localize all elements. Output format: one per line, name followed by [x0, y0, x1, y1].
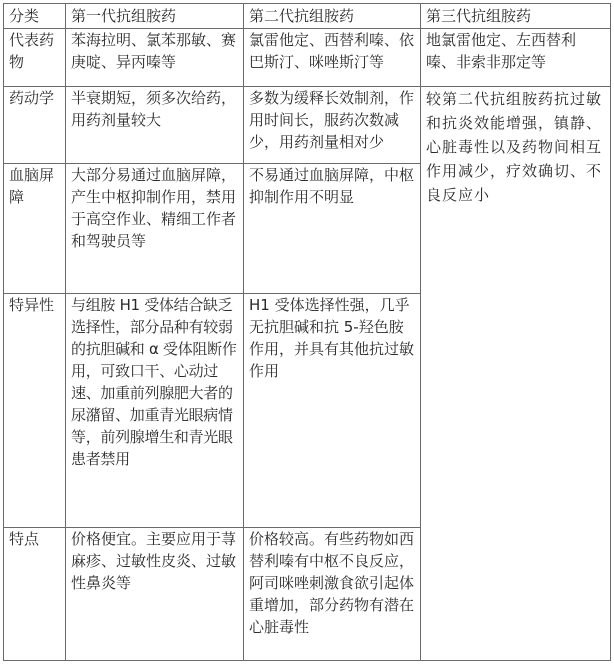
header-gen1: 第一代抗组胺药 [66, 4, 244, 29]
cell-gen3-merged: 较第二代抗组胺药抗过敏和抗炎效能增强，镇静、心脏毒性以及药物间相互作用减少，疗效确切、不良反应小 [421, 87, 611, 661]
cell-gen1-pharmacokinetics: 半衰期短，须多次给药，用药剂量较大 [66, 87, 244, 164]
header-row [4, 4, 611, 29]
row-representative-drugs [4, 29, 611, 87]
cell-gen1-specificity: 与组胺 H1 受体结合缺乏选择性，部分品种有较弱的抗胆碱和 α 受体阻断作用，可致口干、心动过速、加重前列腺肥大者的尿潴留、加重青光眼病情等，前列腺增生和青光眼患者禁用 [66, 294, 244, 528]
antihistamine-comparison-table [3, 3, 611, 661]
label-blood-brain-barrier: 血脑屏障 [4, 164, 66, 294]
header-category: 分类 [4, 4, 66, 29]
label-representative-drugs: 代表药物 [4, 29, 66, 87]
cell-gen2-pharmacokinetics: 多数为缓释长效制剂，作用时间长，服药次数减少，用药剂量相对少 [244, 87, 421, 164]
cell-gen1-features: 价格便宜。主要应用于荨麻疹、过敏性皮炎、过敏性鼻炎等 [66, 528, 244, 661]
row-pharmacokinetics [4, 87, 611, 164]
cell-gen2-bbb: 不易通过血脑屏障，中枢抑制作用不明显 [244, 164, 421, 294]
label-pharmacokinetics: 药动学 [4, 87, 66, 164]
cell-gen1-bbb: 大部分易通过血脑屏障，产生中枢抑制作用，禁用于高空作业、精细工作者和驾驶员等 [66, 164, 244, 294]
cell-gen2-specificity: H1 受体选择性强，几乎无抗胆碱和抗 5-羟色胺作用，并具有其他抗过敏作用 [244, 294, 421, 528]
label-features: 特点 [4, 528, 66, 661]
header-gen2: 第二代抗组胺药 [244, 4, 421, 29]
cell-gen2-features: 价格较高。有些药物如西替利嗪有中枢不良反应，阿司咪唑刺激食欲引起体重增加，部分药物有潜在心脏毒性 [244, 528, 421, 661]
label-specificity: 特异性 [4, 294, 66, 528]
cell-gen1-representative: 苯海拉明、氯苯那敏、赛庚啶、异丙嗪等 [66, 29, 244, 87]
cell-gen2-representative: 氯雷他定、西替利嗪、依巴斯汀、咪唑斯汀等 [244, 29, 421, 87]
header-gen3: 第三代抗组胺药 [421, 4, 611, 29]
cell-gen3-representative: 地氯雷他定、左西替利嗪、非索非那定等 [421, 29, 611, 87]
